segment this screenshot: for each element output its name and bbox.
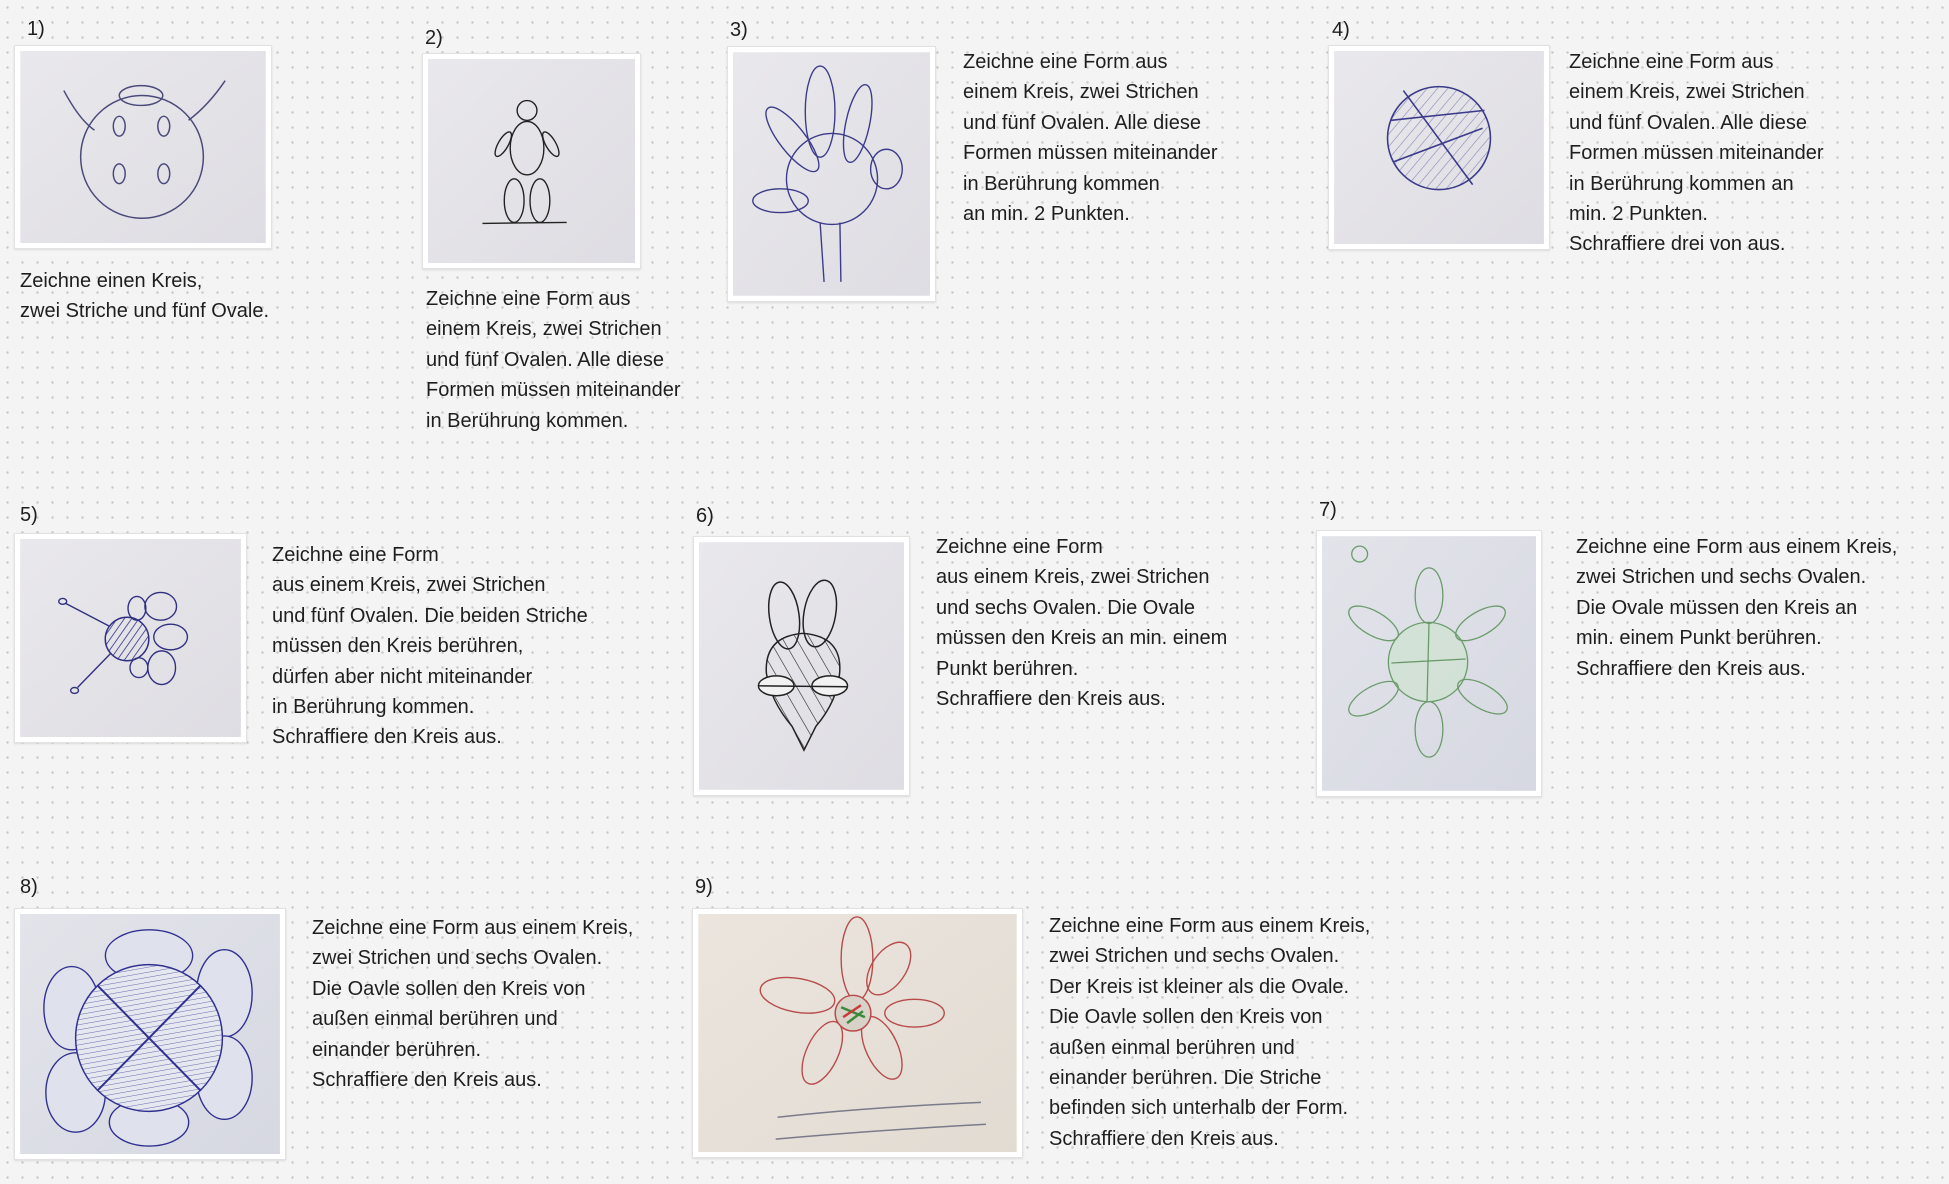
carrot-face-sketch-icon: [699, 542, 904, 790]
red-flower-sketch-icon: [698, 914, 1017, 1152]
instruction-text: Zeichne eine Form aus einem Kreis, zwei Strichen und fünf Ovalen. Die beiden Striche müssen den Kreis berühren, dürfen aber nicht miteinander in Berührung kommen. Schraffiere den Kreis aus.: [272, 544, 588, 749]
instruction-text: Zeichne eine Form aus einem Kreis, zwei Strichen und sechs Ovalen. Die Oavle sollen den Kreis von außen einmal berühren und einander berühren. Schraffiere den Kreis aus.: [312, 917, 634, 1092]
drawing-card[interactable]: [14, 533, 247, 743]
item-number: 8): [20, 876, 38, 898]
quartered-flower-sketch-icon: [20, 914, 280, 1154]
green-flower-sketch-icon: [1322, 536, 1536, 791]
item-number: 5): [20, 504, 38, 526]
hand-sketch-icon: [733, 52, 930, 296]
instruction-text: Zeichne eine Form aus einem Kreis, zwei Strichen und fünf Ovalen. Alle diese Formen müssen miteinander in Berührung kommen an min. 2 Punkten.: [963, 51, 1218, 226]
stick-figure-sketch-icon: [428, 59, 635, 263]
instruction-text: Zeichne eine Form aus einem Kreis, zwei Strichen und sechs Ovalen. Die Ovale müssen den Kreis an min. einem Punkt berühren. Schraffiere den Kreis aus.: [1576, 536, 1898, 680]
drawing-card[interactable]: [1328, 45, 1550, 250]
drawing-card[interactable]: [727, 46, 936, 302]
item-number: 2): [425, 27, 443, 49]
hatched-ball-sketch-icon: [1334, 51, 1544, 244]
item-number: 6): [696, 505, 714, 527]
instruction-text: Zeichne einen Kreis, zwei Striche und fünf Ovale.: [20, 270, 270, 323]
item-number: 3): [730, 19, 748, 41]
instruction-text: Zeichne eine Form aus einem Kreis, zwei Strichen und sechs Ovalen. Die Ovale müssen den Kreis an min. einem Punkt berühren. Schraffiere den Kreis aus.: [936, 536, 1228, 711]
instruction-text: Zeichne eine Form aus einem Kreis, zwei Strichen und fünf Ovalen. Alle diese Formen müssen miteinander in Berührung kommen an min. 2 Punkten. Schraffiere drei von aus.: [1569, 51, 1824, 256]
item-number: 4): [1332, 19, 1350, 41]
drawing-card[interactable]: [693, 536, 910, 796]
flower-with-sticks-sketch-icon: [20, 539, 241, 737]
drawing-card[interactable]: [422, 53, 641, 269]
instruction-text: Zeichne eine Form aus einem Kreis, zwei Strichen und sechs Ovalen. Der Kreis ist kleiner als die Ovale. Die Oavle sollen den Kreis von außen einmal berühren und einander berühren. Die Striche befinden sich unterhalb der Form. Schraffiere den Kreis aus.: [1049, 915, 1371, 1150]
item-number: 9): [695, 876, 713, 898]
drawing-card[interactable]: [14, 45, 272, 249]
drawing-card[interactable]: [1316, 530, 1542, 797]
item-number: 7): [1319, 499, 1337, 521]
item-number: 1): [27, 18, 45, 40]
drawing-card[interactable]: [692, 908, 1023, 1158]
ladybug-sketch-icon: [20, 51, 266, 243]
instruction-text: Zeichne eine Form aus einem Kreis, zwei Strichen und fünf Ovalen. Alle diese Formen müssen miteinander in Berührung kommen.: [426, 288, 681, 432]
drawing-card[interactable]: [14, 908, 286, 1160]
